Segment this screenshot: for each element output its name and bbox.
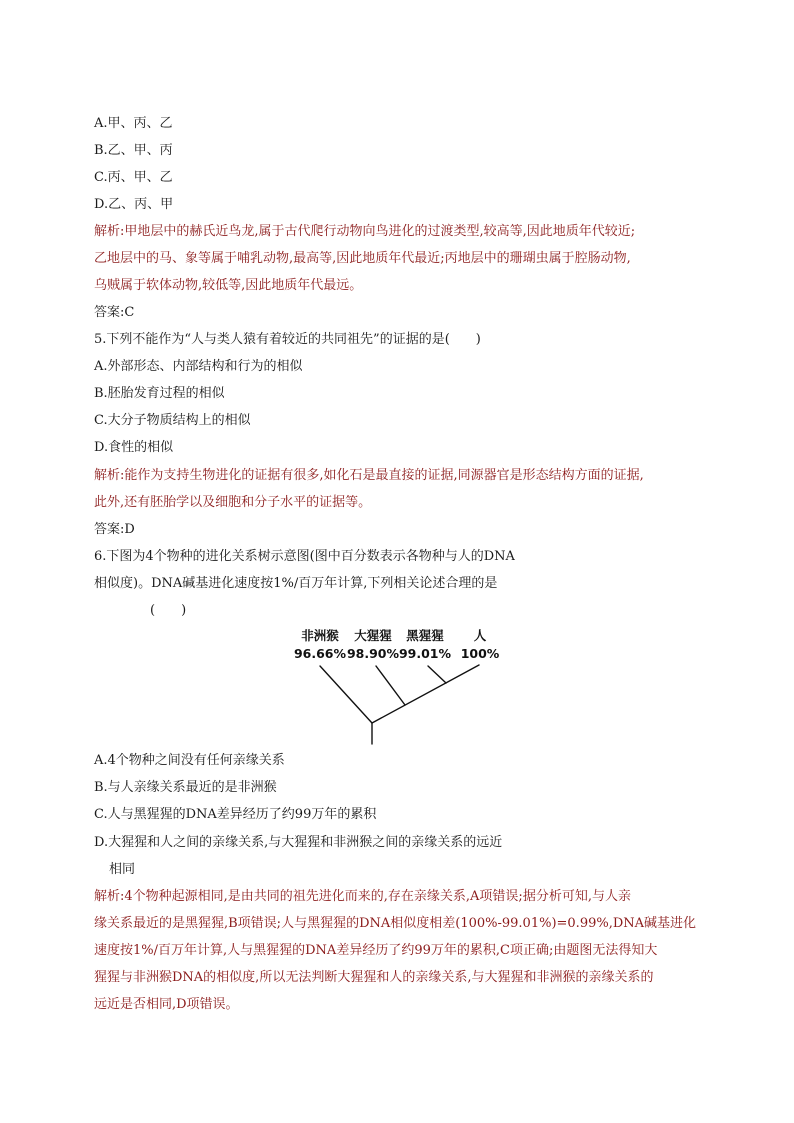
q6-option-d-continued: 相同	[109, 862, 136, 877]
q6-option-d: D.大猩猩和人之间的亲缘关系,与大猩猩和非洲猴之间的亲缘关系的远近	[94, 835, 503, 850]
species-name-african-monkey: 非洲猴	[301, 628, 339, 643]
similarity-chimpanzee: 99.01%	[398, 646, 452, 661]
similarity-african-monkey: 96.66%	[293, 646, 347, 661]
q6-analysis-line-4: 猩猩与非洲猴DNA的相似度,所以无法判断大猩猩和人的亲缘关系,与大猩猩和非洲猴的亲缘关系的	[94, 970, 654, 985]
species-name-chimpanzee: 黑猩猩	[406, 628, 444, 643]
q6-option-a: A.4个物种之间没有任何亲缘关系	[94, 753, 285, 768]
branch-chimpanzee	[428, 666, 446, 683]
q6-analysis-line-1: 解析:4个物种起源相同,是由共同的祖先进化而来的,存在亲缘关系,A项错误;据分析可知,与人亲	[94, 889, 631, 904]
q5-analysis-line-2: 此外,还有胚胎学以及细胞和分子水平的证据等。	[94, 495, 372, 510]
q6-option-b: B.与人亲缘关系最近的是非洲猴	[94, 780, 277, 795]
q6-option-c: C.人与黑猩猩的DNA差异经历了约99万年的累积	[94, 807, 377, 822]
q4-analysis-line-3: 乌贼属于软体动物,较低等,因此地质年代最远。	[94, 278, 363, 293]
species-name-human: 人	[473, 628, 487, 643]
similarity-human: 100%	[460, 646, 500, 661]
q4-analysis-line-1: 解析:甲地层中的赫氏近鸟龙,属于古代爬行动物向鸟进化的过渡类型,较高等,因此地质年代较近;	[94, 224, 636, 239]
q5-option-a: A.外部形态、内部结构和行为的相似	[94, 359, 303, 374]
q6-analysis-line-3: 速度按1%/百万年计算,人与黑猩猩的DNA差异经历了约99万年的累积,C项正确;由题图无法得知大	[94, 943, 658, 958]
branch-main	[372, 665, 479, 723]
q6-stem-line-2: 相似度)。DNA碱基进化速度按1%/百万年计算,下列相关论述合理的是	[94, 576, 498, 591]
species-name-gorilla: 大猩猩	[354, 628, 392, 643]
q6-analysis-line-5: 远近是否相同,D项错误。	[94, 997, 239, 1012]
q6-answer-blank: ( )	[150, 603, 187, 618]
q4-option-a: A.甲、丙、乙	[94, 116, 173, 131]
branch-african-monkey	[320, 666, 372, 723]
q5-option-b: B.胚胎发育过程的相似	[94, 386, 225, 401]
q4-option-d: D.乙、丙、甲	[94, 197, 174, 212]
q5-option-d: D.食性的相似	[94, 440, 174, 455]
branch-gorilla	[376, 666, 405, 705]
q4-option-b: B.乙、甲、丙	[94, 143, 173, 158]
q4-option-c: C.丙、甲、乙	[94, 170, 173, 185]
q5-stem: 5.下列不能作为“人与类人猿有着较近的共同祖先”的证据的是( )	[94, 332, 481, 347]
q4-answer: 答案:C	[94, 305, 135, 320]
similarity-gorilla: 98.90%	[346, 646, 400, 661]
q5-answer: 答案:D	[94, 522, 135, 537]
q4-analysis-line-2: 乙地层中的马、象等属于哺乳动物,最高等,因此地质年代最近;丙地层中的珊瑚虫属于腔肠动物,	[94, 251, 631, 266]
q6-stem-line-1: 6.下图为4个物种的进化关系树示意图(图中百分数表示各物种与人的DNA	[94, 549, 515, 564]
q5-analysis-line-1: 解析:能作为支持生物进化的证据有很多,如化石是最直接的证据,同源器官是形态结构方面的证据,	[94, 468, 644, 483]
q6-analysis-line-2: 缘关系最近的是黑猩猩,B项错误;人与黑猩猩的DNA相似度相差(100%-99.01%)=0.99%,DNA碱基进化	[94, 916, 697, 931]
q5-option-c: C.大分子物质结构上的相似	[94, 413, 251, 428]
